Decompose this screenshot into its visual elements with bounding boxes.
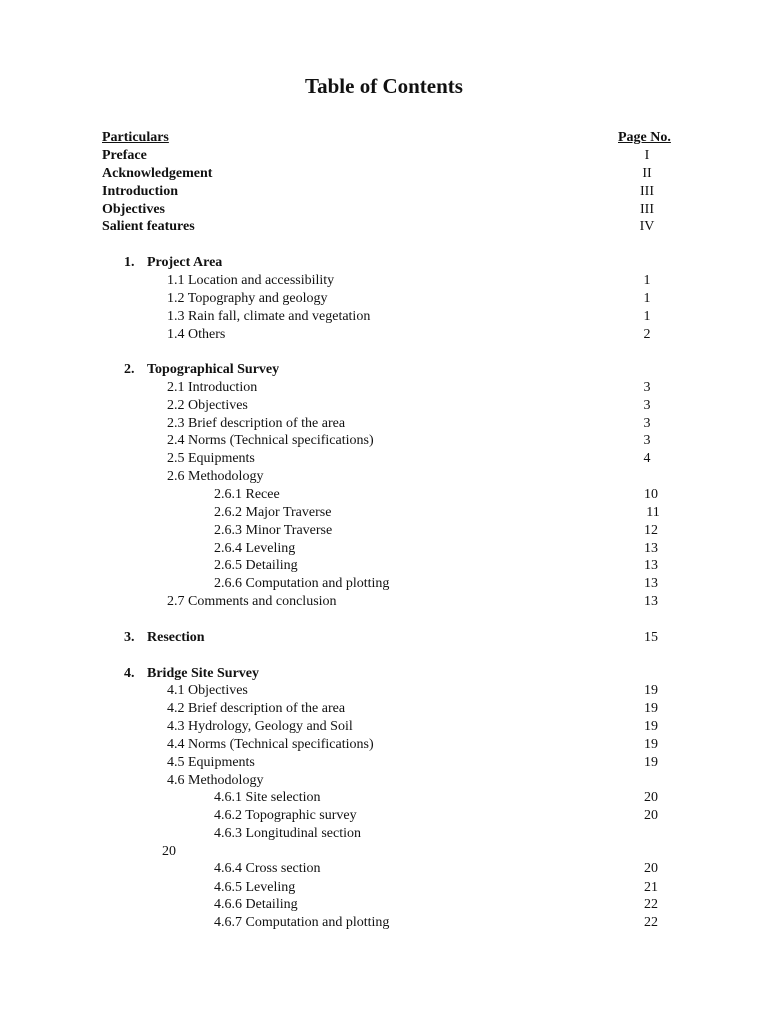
entry-page: IV <box>639 219 655 234</box>
chapter-number: 1. <box>124 255 135 270</box>
entry-page: 21 <box>644 880 658 895</box>
entry-page: 13 <box>644 541 658 556</box>
entry-page: 3 <box>643 380 651 395</box>
toc-entry <box>0 700 768 718</box>
entry-label: 4.2 Brief description of the area <box>167 701 346 716</box>
entry-label: 2.1 Introduction <box>167 380 258 395</box>
entry-page: 12 <box>644 523 658 538</box>
entry-page: III <box>640 184 654 199</box>
toc-entry <box>0 326 768 344</box>
entry-page: 3 <box>643 398 651 413</box>
chapter-title: Resection <box>147 630 205 645</box>
toc-entry <box>0 593 768 611</box>
entry-page: 19 <box>644 719 658 734</box>
entry-label: 2.2 Objectives <box>167 398 248 413</box>
entry-label: 2.5 Equipments <box>167 451 255 466</box>
entry-label: 2.4 Norms (Technical specifications) <box>167 433 374 448</box>
entry-label: 1.2 Topography and geology <box>167 291 328 306</box>
entry-label: 4.6.4 Cross section <box>214 861 321 876</box>
page-number-heading: Page No. <box>618 130 671 145</box>
entry-label: 1.4 Others <box>167 327 226 342</box>
entry-page: 19 <box>644 683 658 698</box>
entry-page: 3 <box>643 433 651 448</box>
chapter-number: 3. <box>124 630 135 645</box>
toc-entry <box>0 825 768 843</box>
entry-label: 2.6.3 Minor Traverse <box>214 523 333 538</box>
entry-label: 4.6.3 Longitudinal section <box>214 826 361 841</box>
entry-page: 4 <box>643 451 651 466</box>
toc-entry <box>0 415 768 433</box>
entry-page: 1 <box>643 273 651 288</box>
toc-entry <box>0 522 768 540</box>
chapter-number: 2. <box>124 362 135 377</box>
entry-label: 2.6 Methodology <box>167 469 264 484</box>
entry-label: 4.6.6 Detailing <box>214 897 298 912</box>
chapter-heading <box>0 665 768 683</box>
entry-page: 11 <box>646 505 660 520</box>
entry-label: 2.6.5 Detailing <box>214 558 298 573</box>
entry-label: 2.3 Brief description of the area <box>167 416 346 431</box>
toc-entry <box>0 682 768 700</box>
entry-label: Objectives <box>102 202 165 217</box>
entry-label: 1.3 Rain fall, climate and vegetation <box>167 309 371 324</box>
toc-header <box>0 129 768 147</box>
entry-label: 4.6.5 Leveling <box>214 880 296 895</box>
entry-page: 19 <box>644 701 658 716</box>
toc-entry <box>0 718 768 736</box>
entry-page: 20 <box>644 861 658 876</box>
chapter-heading <box>0 254 768 272</box>
entry-label: 4.1 Objectives <box>167 683 248 698</box>
entry-label: Preface <box>102 148 147 163</box>
entry-label: Introduction <box>102 184 178 199</box>
toc-entry <box>0 218 768 236</box>
entry-page: 13 <box>644 594 658 609</box>
particulars-heading: Particulars <box>102 130 169 145</box>
entry-label: 4.4 Norms (Technical specifications) <box>167 737 374 752</box>
chapter-title: Topographical Survey <box>147 362 280 377</box>
entry-label: 2.7 Comments and conclusion <box>167 594 337 609</box>
entry-page: I <box>644 148 650 163</box>
chapter-heading <box>0 629 768 647</box>
toc-entry <box>0 914 768 932</box>
entry-label: 4.6.7 Computation and plotting <box>214 915 390 930</box>
toc-entry <box>0 736 768 754</box>
entry-page: 13 <box>644 558 658 573</box>
toc-entry <box>0 165 768 183</box>
entry-page: 22 <box>644 897 658 912</box>
entry-page: 15 <box>644 630 658 645</box>
entry-label: 4.5 Equipments <box>167 755 255 770</box>
toc-entry <box>0 468 768 486</box>
entry-page: 1 <box>643 309 651 324</box>
entry-page: II <box>642 166 652 181</box>
entry-page: 20 <box>644 790 658 805</box>
toc-entry <box>0 754 768 772</box>
entry-label: 2.6.4 Leveling <box>214 541 296 556</box>
chapter-heading <box>0 361 768 379</box>
toc-entry <box>0 879 768 897</box>
entry-label: 2.6.1 Recee <box>214 487 280 502</box>
toc-entry <box>0 486 768 504</box>
entry-label: 4.3 Hydrology, Geology and Soil <box>167 719 353 734</box>
entry-label: Salient features <box>102 219 195 234</box>
entry-label: 2.6.2 Major Traverse <box>214 505 332 520</box>
toc-entry <box>0 432 768 450</box>
chapter-number: 4. <box>124 666 135 681</box>
entry-page: III <box>640 202 654 217</box>
toc-entry <box>0 450 768 468</box>
entry-page: 22 <box>644 915 658 930</box>
entry-page: 19 <box>644 737 658 752</box>
toc-entry <box>0 308 768 326</box>
entry-page: 2 <box>643 327 651 342</box>
toc-entry <box>0 379 768 397</box>
entry-label: 1.1 Location and accessibility <box>167 273 335 288</box>
entry-page: 20 <box>644 808 658 823</box>
entry-label: 2.6.6 Computation and plotting <box>214 576 390 591</box>
entry-page: 20 <box>162 844 176 859</box>
toc-entry <box>0 772 768 790</box>
toc-entry <box>0 896 768 914</box>
toc-entry <box>0 183 768 201</box>
entry-page: 1 <box>643 291 651 306</box>
chapter-title: Bridge Site Survey <box>147 666 259 681</box>
toc-entry <box>0 397 768 415</box>
toc-entry <box>0 789 768 807</box>
entry-page: 3 <box>643 416 651 431</box>
toc-entry <box>0 504 768 522</box>
entry-label: 4.6.2 Topographic survey <box>214 808 357 823</box>
toc-entry <box>0 540 768 558</box>
entry-page: 10 <box>644 487 658 502</box>
toc-entry <box>0 272 768 290</box>
entry-label: Acknowledgement <box>102 166 213 181</box>
entry-page: 13 <box>644 576 658 591</box>
entry-label: 4.6 Methodology <box>167 773 264 788</box>
toc-entry <box>0 201 768 219</box>
toc-entry <box>0 807 768 825</box>
toc-entry <box>0 557 768 575</box>
page-title: Table of Contents <box>305 74 463 98</box>
toc-entry <box>0 147 768 165</box>
entry-page: 19 <box>644 755 658 770</box>
entry-label: 4.6.1 Site selection <box>214 790 321 805</box>
toc-entry <box>0 575 768 593</box>
toc-entry <box>0 290 768 308</box>
chapter-title: Project Area <box>147 255 223 270</box>
toc-entry <box>0 843 768 861</box>
toc-entry <box>0 860 768 878</box>
